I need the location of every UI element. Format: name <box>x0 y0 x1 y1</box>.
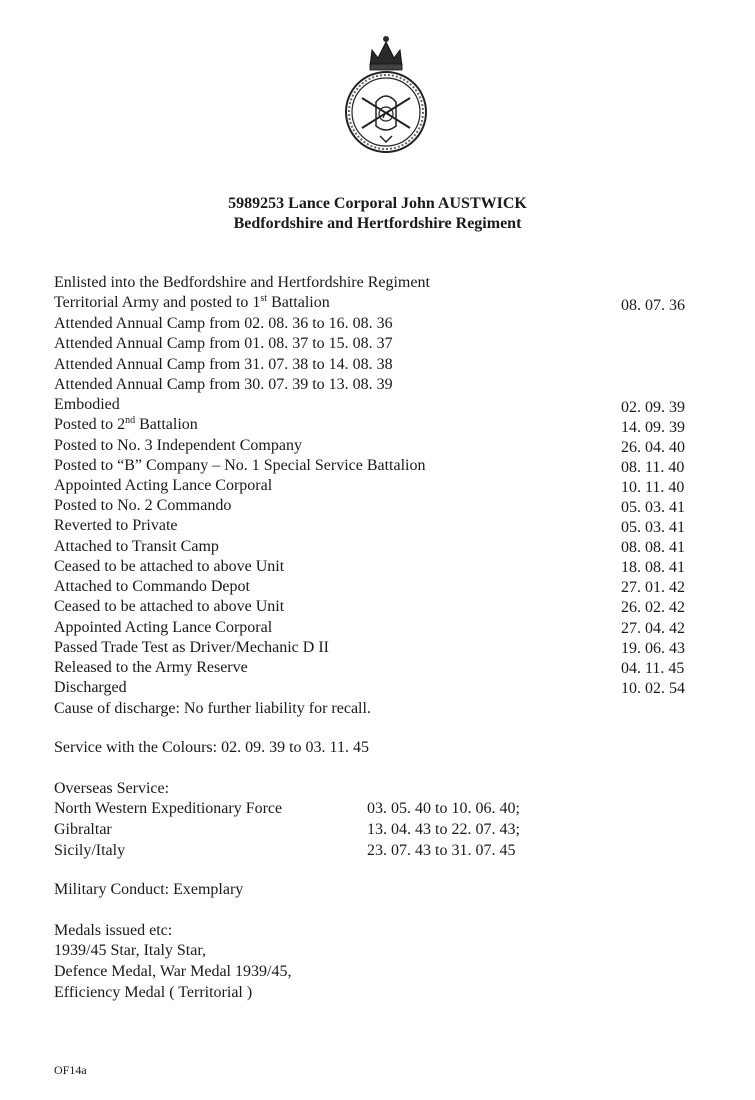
record-date: 26. 02. 42 <box>621 599 685 616</box>
overseas-place: Sicily/Italy <box>54 842 126 859</box>
record-date: 08. 11. 40 <box>621 459 685 476</box>
record-event: Embodied <box>54 396 120 413</box>
service-with-colours: Service with the Colours: 02. 09. 39 to 03. 11. 45 <box>54 739 369 756</box>
record-date: 26. 04. 40 <box>621 439 685 456</box>
record-event: Discharged <box>54 679 127 696</box>
record-date: 10. 02. 54 <box>621 680 685 697</box>
record-event: Attended Annual Camp from 01. 08. 37 to 15. 08. 37 <box>54 335 393 352</box>
record-date: 08. 07. 36 <box>621 297 685 314</box>
record-event: Attended Annual Camp from 02. 08. 36 to 16. 08. 36 <box>54 315 393 332</box>
overseas-dates: 23. 07. 43 to 31. 07. 45 <box>367 842 516 859</box>
record-date: 18. 08. 41 <box>621 559 685 576</box>
record-event: Attached to Transit Camp <box>54 538 219 555</box>
record-event: Territorial Army and posted to 1st Battalion <box>54 293 330 311</box>
record-event: Attended Annual Camp from 31. 07. 38 to 14. 08. 38 <box>54 356 393 373</box>
record-date: 08. 08. 41 <box>621 539 685 556</box>
record-event: Released to the Army Reserve <box>54 659 248 676</box>
record-date: 02. 09. 39 <box>621 399 685 416</box>
medals-line: Defence Medal, War Medal 1939/45, <box>54 963 292 980</box>
record-date: 19. 06. 43 <box>621 640 685 657</box>
record-date: 05. 03. 41 <box>621 519 685 536</box>
regimental-crest-icon <box>340 30 432 158</box>
record-date: 05. 03. 41 <box>621 499 685 516</box>
record-event: Enlisted into the Bedfordshire and Hertfordshire Regiment <box>54 274 430 291</box>
record-event: Ceased to be attached to above Unit <box>54 598 285 615</box>
regiment-title: Bedfordshire and Hertfordshire Regiment <box>233 215 522 232</box>
record-event: Reverted to Private <box>54 517 178 534</box>
medals-line: 1939/45 Star, Italy Star, <box>54 942 207 959</box>
soldier-name-title: 5989253 Lance Corporal John AUSTWICK <box>228 195 527 212</box>
record-date: 10. 11. 40 <box>621 479 685 496</box>
record-event: Posted to No. 3 Independent Company <box>54 437 302 454</box>
medals-heading: Medals issued etc: <box>54 922 173 939</box>
record-event: Passed Trade Test as Driver/Mechanic D II <box>54 639 329 656</box>
overseas-dates: 13. 04. 43 to 22. 07. 43; <box>367 821 520 838</box>
record-event: Appointed Acting Lance Corporal <box>54 477 273 494</box>
overseas-dates: 03. 05. 40 to 10. 06. 40; <box>367 800 520 817</box>
overseas-place: North Western Expeditionary Force <box>54 800 283 817</box>
record-event: Cause of discharge: No further liability for recall. <box>54 700 371 717</box>
form-reference: OF14a <box>54 1063 87 1077</box>
overseas-heading: Overseas Service: <box>54 780 170 797</box>
medals-line: Efficiency Medal ( Territorial ) <box>54 984 253 1001</box>
record-event: Attached to Commando Depot <box>54 578 250 595</box>
record-event: Attended Annual Camp from 30. 07. 39 to 13. 08. 39 <box>54 376 393 393</box>
record-event: Posted to “B” Company – No. 1 Special Service Battalion <box>54 457 426 474</box>
overseas-place: Gibraltar <box>54 821 112 838</box>
record-event: Ceased to be attached to above Unit <box>54 558 285 575</box>
record-event: Posted to No. 2 Commando <box>54 497 232 514</box>
record-date: 27. 04. 42 <box>621 620 685 637</box>
record-date: 04. 11. 45 <box>621 660 685 677</box>
record-date: 14. 09. 39 <box>621 419 685 436</box>
record-event: Appointed Acting Lance Corporal <box>54 619 273 636</box>
military-conduct: Military Conduct: Exemplary <box>54 881 244 898</box>
record-date: 27. 01. 42 <box>621 579 685 596</box>
record-event: Posted to 2nd Battalion <box>54 415 198 433</box>
